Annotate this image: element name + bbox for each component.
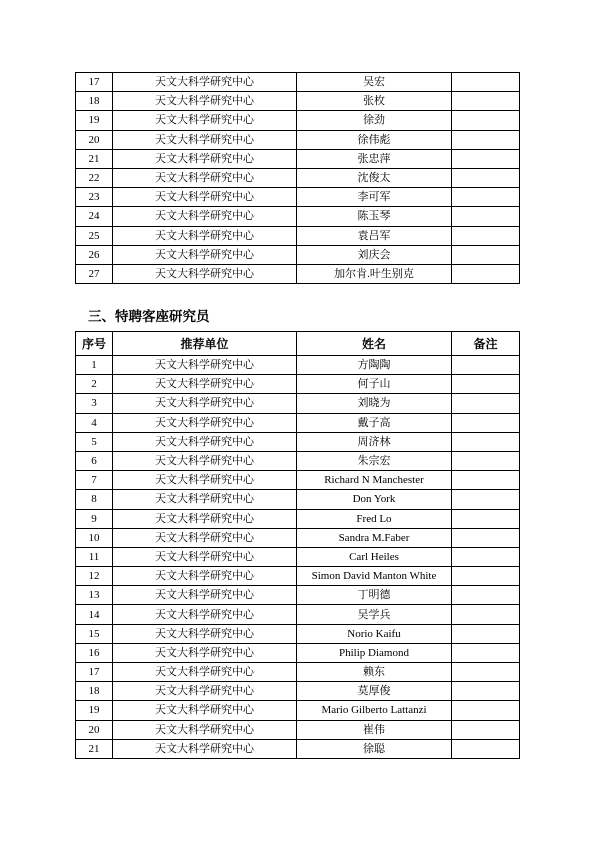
row-name: Richard N Manchester <box>297 471 452 490</box>
row-name: 陈玉琴 <box>297 207 452 226</box>
row-unit: 天文大科学研究中心 <box>113 92 297 111</box>
row-index: 23 <box>76 188 113 207</box>
row-index: 8 <box>76 490 113 509</box>
table-row <box>76 188 520 207</box>
row-index: 7 <box>76 471 113 490</box>
table-row <box>76 375 520 394</box>
table-row <box>76 356 520 375</box>
table-row <box>76 149 520 168</box>
row-remark <box>452 73 520 92</box>
row-unit: 天文大科学研究中心 <box>113 245 297 264</box>
header-row <box>76 332 520 356</box>
row-name: 莫厚俊 <box>297 682 452 701</box>
continued-table <box>75 72 520 284</box>
row-index: 24 <box>76 207 113 226</box>
row-unit: 天文大科学研究中心 <box>113 264 297 283</box>
row-remark <box>452 207 520 226</box>
row-name: 张枚 <box>297 92 452 111</box>
row-index: 16 <box>76 643 113 662</box>
row-remark <box>452 245 520 264</box>
row-name: 丁明德 <box>297 586 452 605</box>
row-index: 27 <box>76 264 113 283</box>
row-name: 周济林 <box>297 432 452 451</box>
table-row <box>76 605 520 624</box>
row-unit: 天文大科学研究中心 <box>113 509 297 528</box>
table-row <box>76 490 520 509</box>
table-row <box>76 682 520 701</box>
row-unit: 天文大科学研究中心 <box>113 471 297 490</box>
row-name: 徐劲 <box>297 111 452 130</box>
row-name: Philip Diamond <box>297 643 452 662</box>
row-name: 戴子高 <box>297 413 452 432</box>
row-remark <box>452 682 520 701</box>
row-name: Sandra M.Faber <box>297 528 452 547</box>
table-row <box>76 92 520 111</box>
row-unit: 天文大科学研究中心 <box>113 663 297 682</box>
row-unit: 天文大科学研究中心 <box>113 567 297 586</box>
row-unit: 天文大科学研究中心 <box>113 73 297 92</box>
row-remark <box>452 605 520 624</box>
row-index: 11 <box>76 547 113 566</box>
row-remark <box>452 547 520 566</box>
row-index: 6 <box>76 451 113 470</box>
row-remark <box>452 111 520 130</box>
row-name: Fred Lo <box>297 509 452 528</box>
table-row <box>76 451 520 470</box>
row-unit: 天文大科学研究中心 <box>113 432 297 451</box>
table-row <box>76 111 520 130</box>
table-row <box>76 207 520 226</box>
row-remark <box>452 701 520 720</box>
row-name: 吴学兵 <box>297 605 452 624</box>
table-row <box>76 701 520 720</box>
row-remark <box>452 624 520 643</box>
section-heading: 三、特聘客座研究员 <box>88 309 210 325</box>
row-index: 18 <box>76 682 113 701</box>
row-remark <box>452 663 520 682</box>
table-row <box>76 73 520 92</box>
row-index: 10 <box>76 528 113 547</box>
table-row <box>76 739 520 758</box>
table-row <box>76 432 520 451</box>
row-name: 崔伟 <box>297 720 452 739</box>
row-unit: 天文大科学研究中心 <box>113 413 297 432</box>
row-unit: 天文大科学研究中心 <box>113 394 297 413</box>
row-index: 2 <box>76 375 113 394</box>
row-name: Carl Heiles <box>297 547 452 566</box>
row-remark <box>452 226 520 245</box>
header-unit: 推荐单位 <box>113 332 297 356</box>
row-remark <box>452 586 520 605</box>
row-name: 李可军 <box>297 188 452 207</box>
row-remark <box>452 264 520 283</box>
table-row <box>76 130 520 149</box>
table-row <box>76 663 520 682</box>
row-name: 方陶陶 <box>297 356 452 375</box>
row-index: 3 <box>76 394 113 413</box>
row-unit: 天文大科学研究中心 <box>113 375 297 394</box>
row-unit: 天文大科学研究中心 <box>113 720 297 739</box>
table-row <box>76 547 520 566</box>
row-remark <box>452 739 520 758</box>
row-unit: 天文大科学研究中心 <box>113 547 297 566</box>
table-row <box>76 720 520 739</box>
row-remark <box>452 490 520 509</box>
row-index: 21 <box>76 149 113 168</box>
row-index: 15 <box>76 624 113 643</box>
continued-table-body <box>76 73 520 284</box>
row-index: 17 <box>76 663 113 682</box>
row-unit: 天文大科学研究中心 <box>113 168 297 187</box>
row-index: 25 <box>76 226 113 245</box>
row-unit: 天文大科学研究中心 <box>113 356 297 375</box>
row-unit: 天文大科学研究中心 <box>113 149 297 168</box>
row-index: 5 <box>76 432 113 451</box>
row-name: 何子山 <box>297 375 452 394</box>
row-unit: 天文大科学研究中心 <box>113 682 297 701</box>
row-index: 14 <box>76 605 113 624</box>
row-unit: 天文大科学研究中心 <box>113 226 297 245</box>
row-index: 12 <box>76 567 113 586</box>
row-index: 20 <box>76 130 113 149</box>
row-unit: 天文大科学研究中心 <box>113 739 297 758</box>
table-row <box>76 168 520 187</box>
table-row <box>76 567 520 586</box>
row-index: 22 <box>76 168 113 187</box>
row-unit: 天文大科学研究中心 <box>113 643 297 662</box>
row-name: Mario Gilberto Lattanzi <box>297 701 452 720</box>
row-unit: 天文大科学研究中心 <box>113 624 297 643</box>
table-row <box>76 643 520 662</box>
row-index: 17 <box>76 73 113 92</box>
row-name: Norio Kaifu <box>297 624 452 643</box>
row-remark <box>452 451 520 470</box>
row-name: 徐聪 <box>297 739 452 758</box>
row-unit: 天文大科学研究中心 <box>113 605 297 624</box>
row-unit: 天文大科学研究中心 <box>113 451 297 470</box>
row-unit: 天文大科学研究中心 <box>113 586 297 605</box>
header-name: 姓名 <box>297 332 452 356</box>
table-row <box>76 471 520 490</box>
table-row <box>76 528 520 547</box>
row-unit: 天文大科学研究中心 <box>113 701 297 720</box>
row-remark <box>452 149 520 168</box>
row-remark <box>452 432 520 451</box>
guest-researcher-table-body <box>76 356 520 759</box>
row-name: 沈俊太 <box>297 168 452 187</box>
table-row <box>76 586 520 605</box>
row-remark <box>452 720 520 739</box>
row-remark <box>452 92 520 111</box>
row-remark <box>452 413 520 432</box>
row-name: 加尔肯.叶生别克 <box>297 264 452 283</box>
header-remark: 备注 <box>452 332 520 356</box>
row-remark <box>452 567 520 586</box>
row-name: 张忠萍 <box>297 149 452 168</box>
table-row <box>76 509 520 528</box>
row-index: 4 <box>76 413 113 432</box>
row-remark <box>452 130 520 149</box>
row-index: 20 <box>76 720 113 739</box>
row-index: 19 <box>76 111 113 130</box>
table-row <box>76 264 520 283</box>
row-name: 刘晓为 <box>297 394 452 413</box>
row-unit: 天文大科学研究中心 <box>113 528 297 547</box>
row-index: 26 <box>76 245 113 264</box>
row-name: 朱宗宏 <box>297 451 452 470</box>
table-row <box>76 624 520 643</box>
table-row <box>76 413 520 432</box>
row-name: Simon David Manton White <box>297 567 452 586</box>
row-index: 21 <box>76 739 113 758</box>
row-remark <box>452 528 520 547</box>
row-name: 徐伟彪 <box>297 130 452 149</box>
row-name: 袁吕军 <box>297 226 452 245</box>
row-unit: 天文大科学研究中心 <box>113 111 297 130</box>
row-remark <box>452 643 520 662</box>
table-row <box>76 394 520 413</box>
row-remark <box>452 509 520 528</box>
row-index: 19 <box>76 701 113 720</box>
row-name: 刘庆会 <box>297 245 452 264</box>
table-row <box>76 226 520 245</box>
row-index: 1 <box>76 356 113 375</box>
header-index: 序号 <box>76 332 113 356</box>
row-name: Don York <box>297 490 452 509</box>
row-unit: 天文大科学研究中心 <box>113 188 297 207</box>
row-index: 9 <box>76 509 113 528</box>
row-name: 赖东 <box>297 663 452 682</box>
row-remark <box>452 471 520 490</box>
guest-researcher-table <box>75 331 520 759</box>
row-index: 18 <box>76 92 113 111</box>
row-unit: 天文大科学研究中心 <box>113 490 297 509</box>
row-remark <box>452 375 520 394</box>
table-header <box>76 332 520 356</box>
row-remark <box>452 394 520 413</box>
row-unit: 天文大科学研究中心 <box>113 207 297 226</box>
row-remark <box>452 168 520 187</box>
row-name: 吴宏 <box>297 73 452 92</box>
table-row <box>76 245 520 264</box>
row-remark <box>452 188 520 207</box>
row-remark <box>452 356 520 375</box>
row-unit: 天文大科学研究中心 <box>113 130 297 149</box>
row-index: 13 <box>76 586 113 605</box>
